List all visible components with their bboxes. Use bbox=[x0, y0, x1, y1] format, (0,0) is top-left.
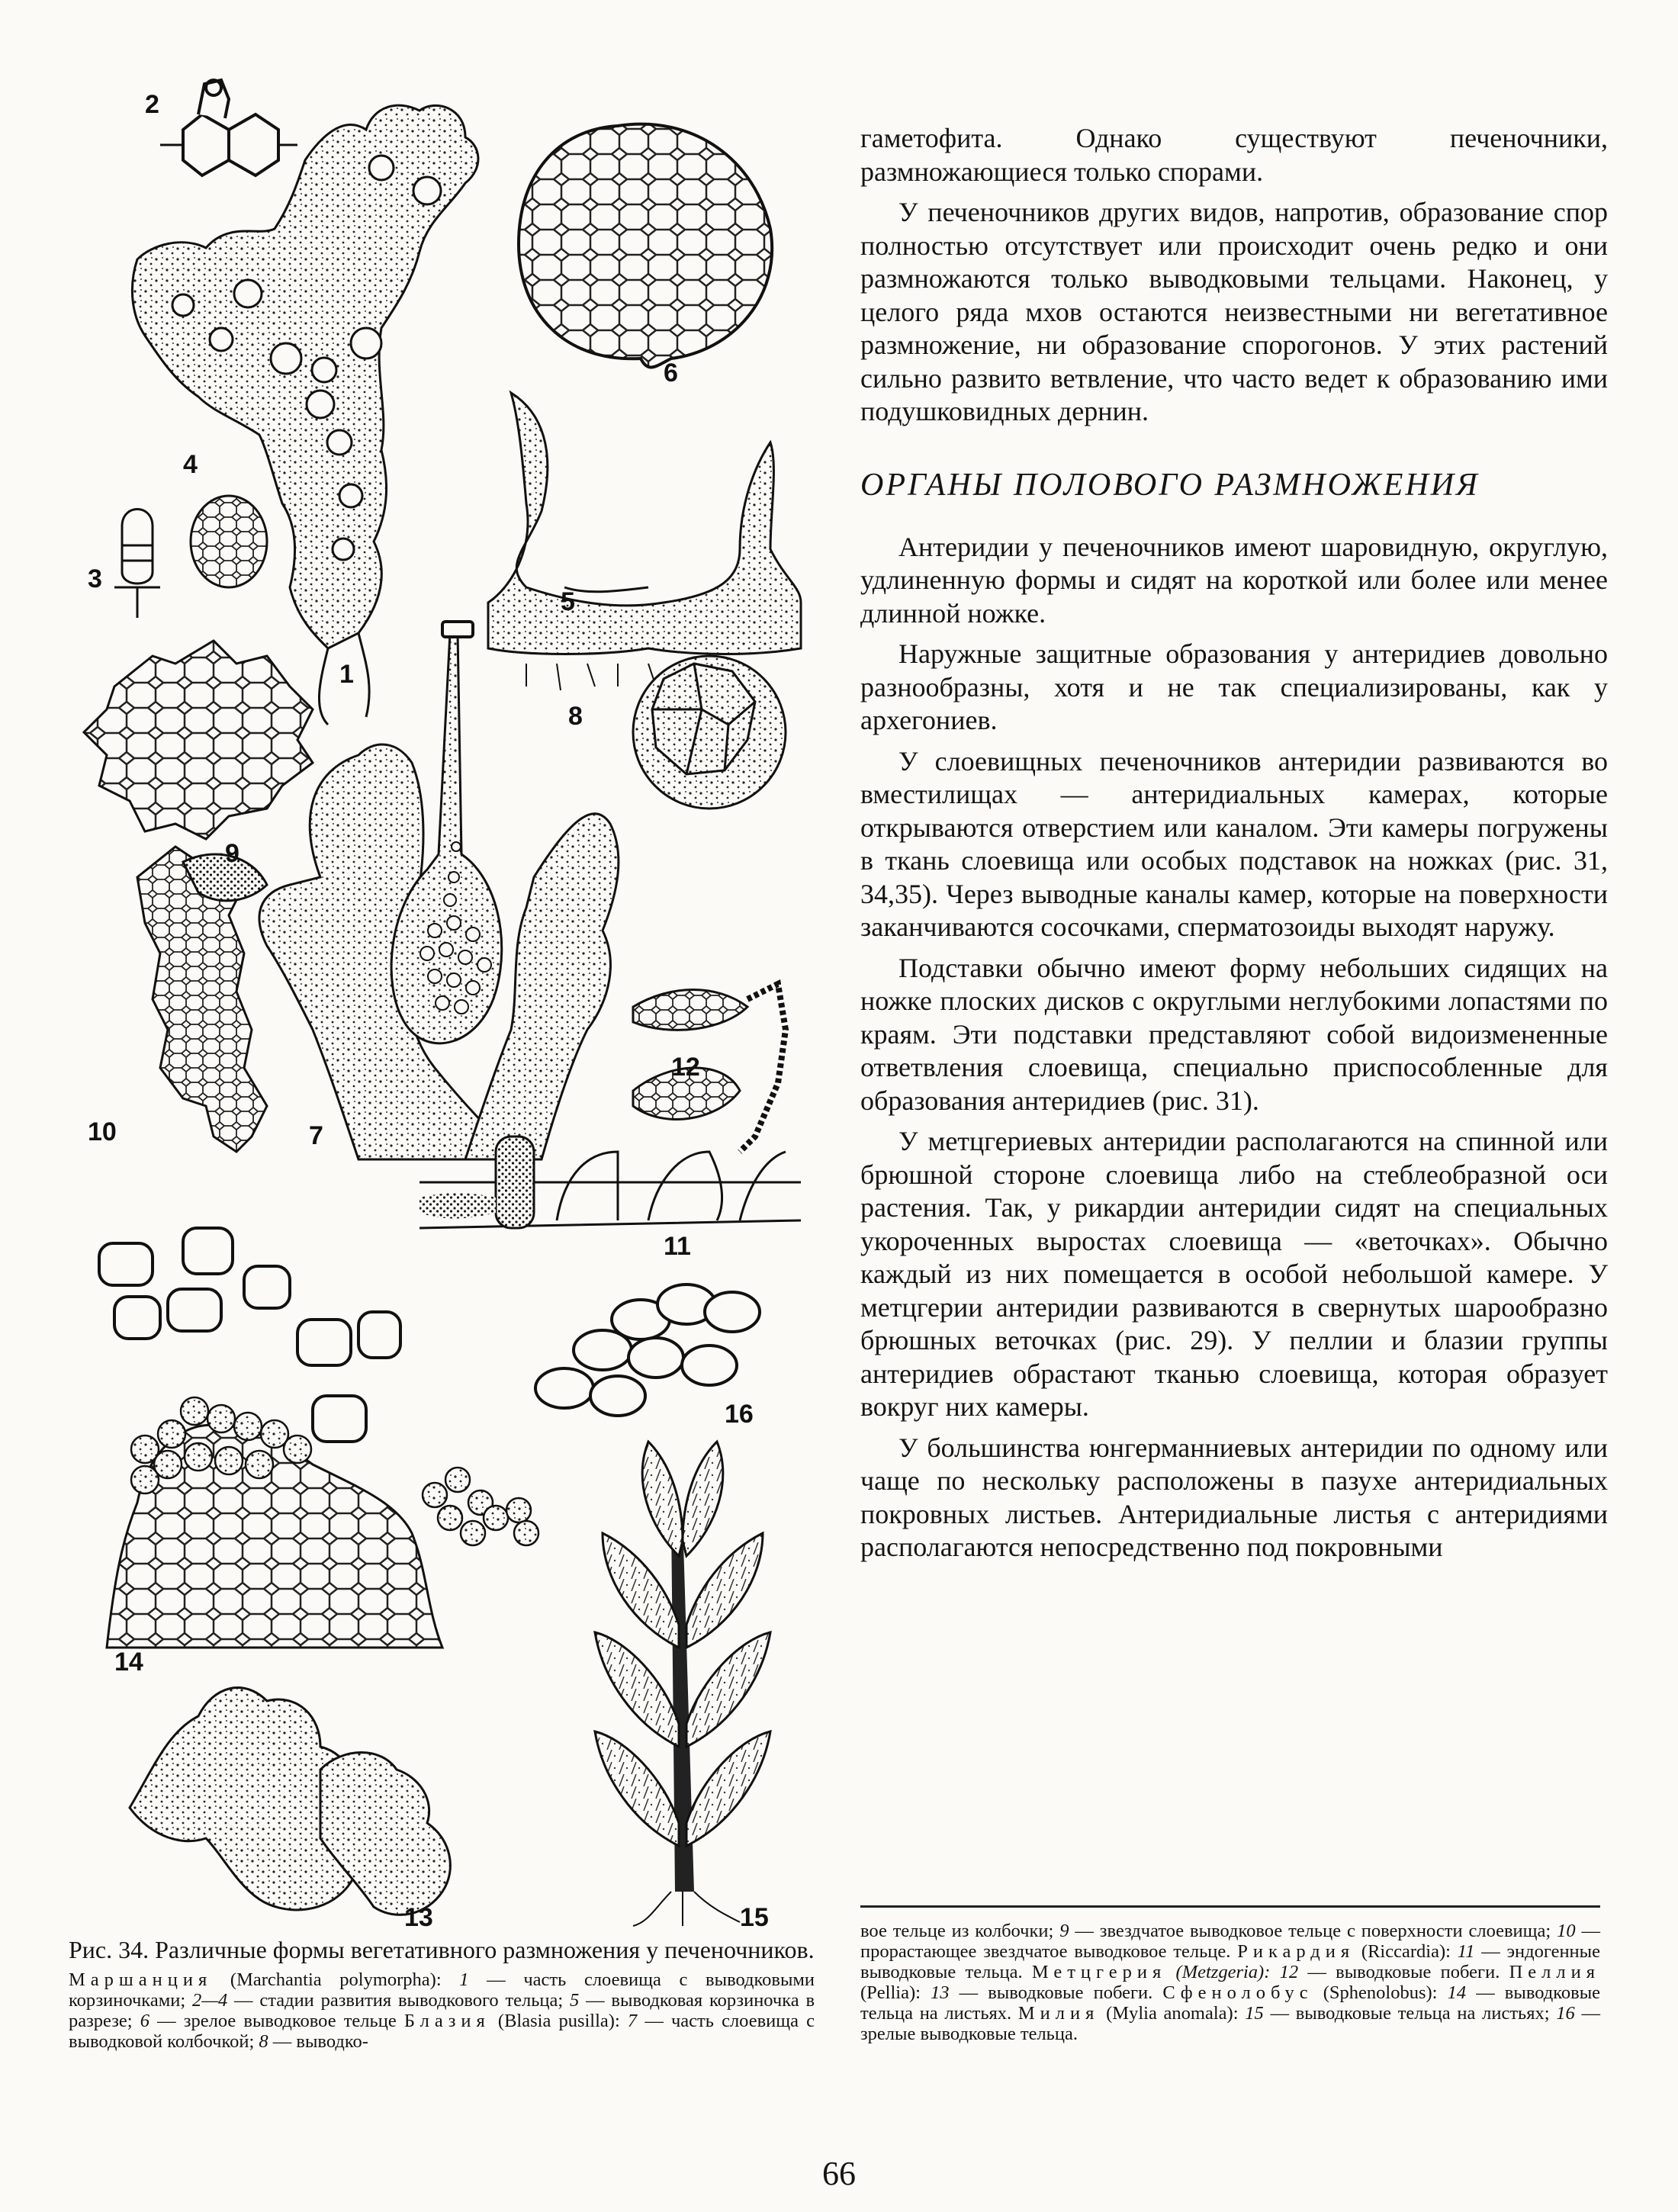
caption-num: 12 bbox=[1279, 1962, 1299, 1982]
caption-genus: Метцгерия bbox=[1031, 1962, 1167, 1982]
caption-genus: Рикардия bbox=[1237, 1941, 1355, 1962]
fig-gemma-cluster-drawing bbox=[99, 1228, 400, 1442]
fig-4-drawing bbox=[191, 496, 267, 587]
caption-right-text bbox=[860, 1921, 1600, 2044]
caption-genus: Маршанция bbox=[69, 1969, 213, 1990]
fig-12-drawing bbox=[633, 984, 786, 1152]
caption-genus: Пеллия bbox=[1509, 1962, 1601, 1982]
fig-label-6: 6 bbox=[664, 358, 678, 387]
caption-num: 1 bbox=[459, 1969, 469, 1990]
caption-divider bbox=[860, 1905, 1600, 1908]
fig-6-drawing bbox=[519, 124, 772, 368]
caption-title: Рис. 34. Различные формы вегетативного размножения у печеночников. bbox=[69, 1936, 815, 1963]
fig-label-12: 12 bbox=[671, 1053, 700, 1082]
fig-2-drawing bbox=[160, 80, 297, 175]
fig-label-3: 3 bbox=[88, 564, 102, 593]
figure-caption-left bbox=[69, 1936, 815, 2052]
caption-genus: Блазия bbox=[403, 2011, 490, 2031]
paragraph-4: Подставки обычно имеют форму небольших сидящих на ножке плоских дисков с округлыми неглубокими лопастями по краям. Эти подставки представляют собой видоизмененные ответвления слоевища, специально приспособленные для образования антеридиев (рис. 31). bbox=[860, 952, 1608, 1116]
caption-num: 2—4 bbox=[191, 1990, 228, 2011]
figure-caption-right bbox=[860, 1921, 1600, 2044]
caption-num: 16 bbox=[1556, 2003, 1575, 2024]
caption-latin: (Mylia anomala): bbox=[1106, 2003, 1239, 2024]
fig-label-11: 11 bbox=[664, 1232, 691, 1261]
paragraph-1: Антеридии у печеночников имеют шаровидную, округлую, удлиненную формы и сидят на короткой или более или менее длинной ножке. bbox=[860, 531, 1608, 629]
fig-10-drawing bbox=[137, 847, 267, 1152]
fig-8-drawing bbox=[633, 656, 786, 809]
fig-15-drawing bbox=[595, 1442, 770, 1926]
main-text-column bbox=[860, 122, 1608, 1572]
fig-label-7: 7 bbox=[309, 1121, 323, 1150]
fig-16-drawing bbox=[535, 1284, 760, 1416]
caption-num: 6 bbox=[140, 2011, 149, 2031]
caption-desc: — зрелые выводковые тельца. bbox=[860, 2003, 1601, 2044]
caption-num: 7 bbox=[627, 2011, 638, 2031]
fig-label-2: 2 bbox=[145, 90, 159, 119]
fig-label-10: 10 bbox=[88, 1117, 117, 1146]
fig-label-16: 16 bbox=[725, 1400, 754, 1429]
caption-latin: (Marchantia polymorpha): bbox=[230, 1969, 442, 1990]
caption-num: 8 bbox=[259, 2031, 268, 2052]
paragraph-2: Наружные защитные образования у антеридиев довольно разнообразны, хотя и не так специализированы, как у архегониев. bbox=[860, 638, 1608, 735]
caption-latin: (Sphenolobus): bbox=[1323, 1982, 1438, 2003]
fig-label-1: 1 bbox=[339, 660, 354, 689]
paragraph-6: У большинства юнгерманниевых антеридии по одному или чаще по нескольку расположены в пазухе антеридиальных покровных листьев. Антеридиальные листья с антеридиями располагаются непосредственно под покровными bbox=[860, 1432, 1608, 1562]
caption-num: 5 bbox=[570, 1990, 580, 2011]
page-number: 66 bbox=[822, 2155, 856, 2192]
caption-latin: (Pellia): bbox=[860, 1982, 921, 2003]
caption-num: 9 bbox=[1059, 1921, 1069, 1941]
caption-desc: — выводковые тельца на листьях. bbox=[860, 1982, 1601, 2024]
fig-13-drawing bbox=[130, 1688, 450, 1915]
fig-label-14: 14 bbox=[114, 1648, 143, 1677]
caption-genus: Милия bbox=[1017, 2003, 1100, 2024]
fig-3-drawing bbox=[114, 510, 160, 619]
caption-desc: вое тельце из колбочки; bbox=[860, 1921, 1054, 1941]
caption-desc: — выводковые побеги. bbox=[959, 1982, 1153, 2003]
section-heading: ОРГАНЫ ПОЛОВОГО РАЗМНОЖЕНИЯ bbox=[860, 467, 1480, 503]
fig-9-drawing bbox=[84, 641, 313, 839]
caption-num: 10 bbox=[1557, 1921, 1576, 1941]
fig-1-drawing bbox=[132, 105, 477, 725]
caption-desc: — эндогенные выводковые тельца. bbox=[860, 1941, 1600, 1982]
caption-left-text bbox=[69, 1969, 815, 2052]
caption-latin: (Riccardia): bbox=[1361, 1941, 1451, 1962]
fig-7-drawing bbox=[259, 622, 619, 1159]
fig-label-5: 5 bbox=[561, 587, 575, 616]
paragraph-5: У метцгериевых антеридии располагаются на спинной или брюшной стороне слоевища либо на стеблеобразной оси растения. Так, у рикардии антеридии сидят на специальных укороченных выростах слоевища — «веточках». Обычно каждый из них помещается в особой небольшой камере. У метцгерии антеридии развиваются в свернутых шарообразно брюшных веточках (рис. 29). У пеллии и блазии группы антеридиев обрастают тканью слоевища, которая образует вокруг них камеры. bbox=[860, 1126, 1608, 1422]
figure-34-illustration bbox=[69, 53, 831, 1930]
paragraph-intro-2: У печеночников других видов, напротив, образование спор полностью отсутствует или происходит очень редко и они размножаются только выводковыми тельцами. Наконец, у целого ряда мхов остаются неизвестными ни вегетативное размножение, ни образование спорогонов. У этих растений сильно развито ветвление, что часто ведет к образованию ими подушковидных дернин. bbox=[860, 197, 1608, 426]
caption-latin: (Blasia pusilla): bbox=[497, 2011, 620, 2031]
caption-desc: — часть слоевища с выводковыми корзиночками; bbox=[69, 1969, 815, 2011]
fig-label-15: 15 bbox=[740, 1903, 769, 1930]
caption-desc: — выводковые побеги. bbox=[1307, 1962, 1500, 1982]
caption-desc: — выводковая корзиночка в разрезе; bbox=[69, 1990, 815, 2031]
fig-label-13: 13 bbox=[404, 1903, 433, 1930]
caption-desc: — прорастающее звездчатое выводковое тельце. bbox=[860, 1921, 1601, 1962]
caption-num: 13 bbox=[931, 1982, 950, 2003]
caption-num: 11 bbox=[1457, 1941, 1475, 1962]
caption-num: 15 bbox=[1245, 2003, 1264, 2024]
caption-desc: — выводковые тельца на листьях; bbox=[1270, 2003, 1550, 2024]
paragraph-intro-1: гаметофита. Однако существуют печеночники, размножающиеся только спорами. bbox=[860, 123, 1608, 187]
caption-num: 14 bbox=[1447, 1982, 1467, 2003]
caption-latin: (Metzgeria): bbox=[1175, 1962, 1271, 1982]
caption-desc: — звездчатое выводковое тельце с поверхности слоевища; bbox=[1075, 1921, 1551, 1941]
fig-label-9: 9 bbox=[225, 839, 239, 868]
caption-genus: Сфенолобус bbox=[1162, 1982, 1313, 2003]
caption-desc: — выводко- bbox=[272, 2031, 368, 2052]
fig-5-drawing bbox=[488, 393, 801, 690]
caption-desc: — часть слоевища с выводковой колбочкой; bbox=[69, 2011, 815, 2052]
fig-label-4: 4 bbox=[183, 450, 198, 479]
paragraph-3: У слоевищных печеночников антеридии развиваются во вместилищах — антеридиальных камерах, которые открываются отверстием или каналом. Эти камеры погружены в ткань слоевища или особых подставок на ножках (рис. 31, 34,35). Через выводные каналы камер, которые на поверхности заканчиваются сосочками, сперматозоиды выходят наружу. bbox=[860, 745, 1608, 942]
caption-desc: — стадии развития выводкового тельца; bbox=[234, 1990, 564, 2011]
fig-label-8: 8 bbox=[568, 702, 583, 731]
caption-desc: — зрелое выводковое тельце bbox=[157, 2011, 397, 2031]
